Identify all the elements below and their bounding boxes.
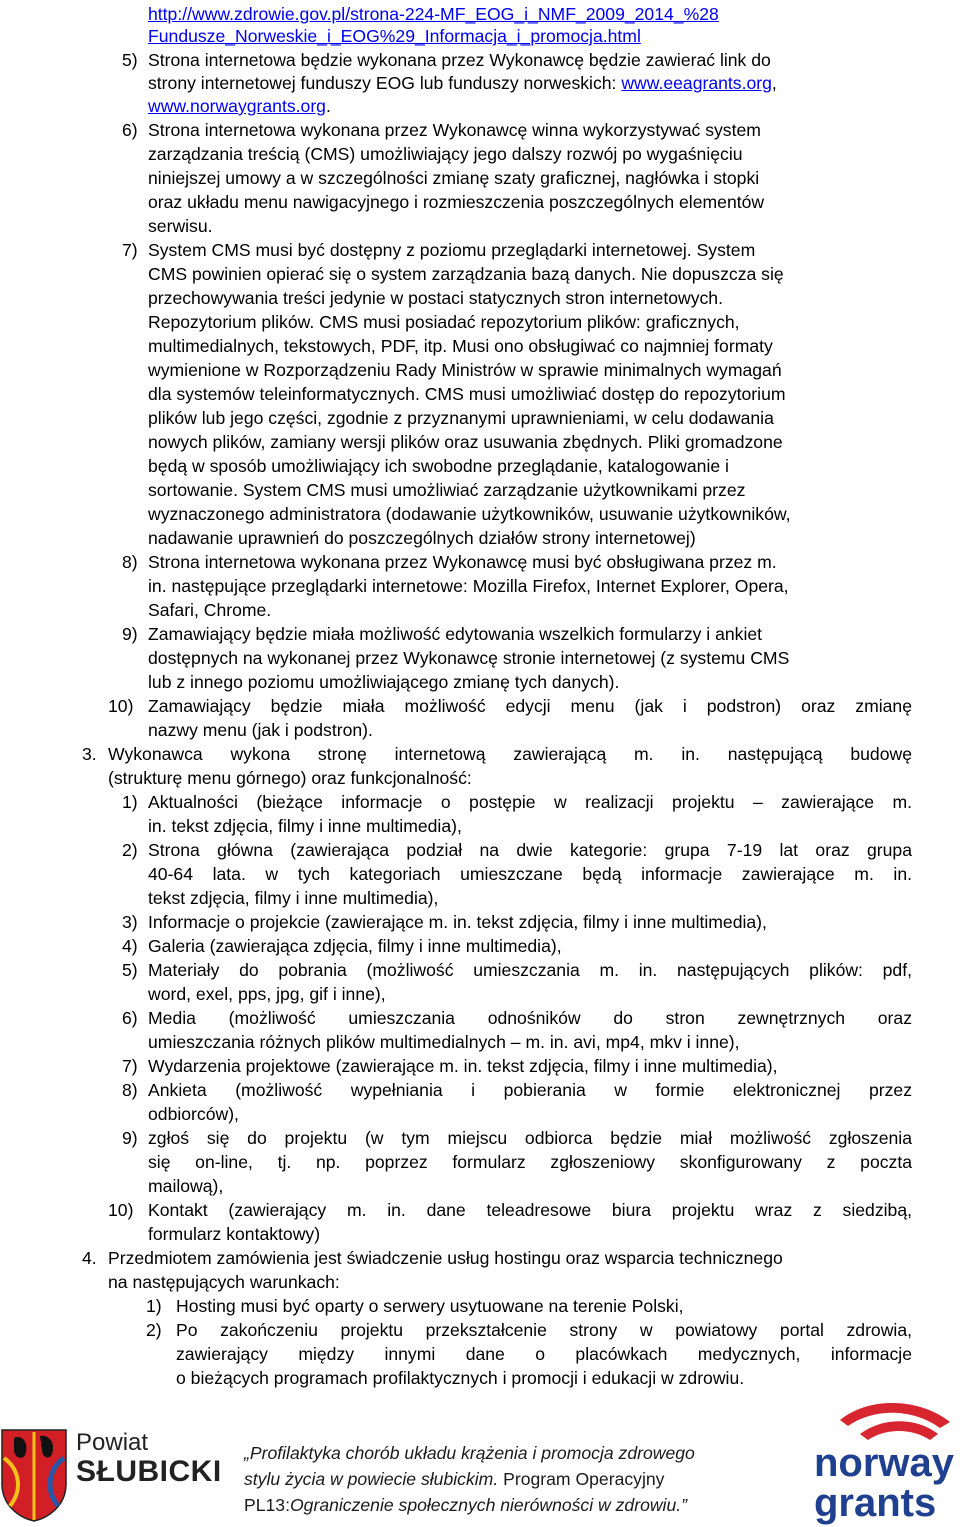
comma: , [771,73,777,93]
hosting-item-line: Po zakończeniu projektu przekształcenie strony w powiatowy portal zdrowia, [176,1320,912,1340]
source-link-line2[interactable]: Fundusze_Norweskie_i_EOG%29_Informacja_i_promocja.html [148,26,641,46]
item-number: 3) [122,912,138,932]
item-number: 10) [108,1200,134,1220]
program-code: PL13: [244,1495,290,1515]
item-number: 9) [122,1128,138,1148]
menu-item-line: Informacje o projekcie (zawierające m. in. tekst zdjęcia, filmy i inne multimedia), [148,912,767,932]
norway-word: norway [814,1441,955,1485]
item5-line2 [148,73,777,93]
item7-line: sortowanie. System CMS musi umożliwiać zarządzanie użytkownikami przez [148,480,746,500]
menu-item-line: Aktualności (bieżące informacje o postępie w realizacji projektu – zawierające m. [148,792,912,812]
norwaygrants-link[interactable]: www.norwaygrants.org [148,96,326,116]
item-number: 7) [122,240,138,260]
item-number: 1) [122,792,138,812]
item6-line: serwisu. [148,216,213,236]
item7-line: wymienione w Rozporządzeniu Rady Ministrów w sprawie minimalnych wymagań [148,360,782,380]
norway-grants-logo [800,1400,960,1525]
period: . [325,96,331,116]
item5-line3 [148,96,331,116]
section-number: 3. [82,744,97,764]
section3-line: (strukturę menu górnego) oraz funkcjonalność: [108,768,472,788]
powiat-label: Powiat [76,1429,149,1456]
item7-line: nadawanie uprawnień do poszczególnych działów strony internetowej) [148,528,696,548]
item9-line: Zamawiający będzie miała możliwość edytowania wszelkich formularzy i ankiet [148,624,763,644]
item6-line: oraz układu menu nawigacyjnego i rozmieszczenia poszczególnych elementów [148,192,765,212]
item-number: 2) [122,840,138,860]
section-number: 4. [82,1248,97,1268]
section4-line: Przedmiotem zamówienia jest świadczenie usług hostingu oraz wsparcia technicznego [108,1248,783,1268]
item-number: 5) [122,50,138,70]
program-name: Ograniczenie społecznych nierówności w zdrowiu.” [289,1495,687,1515]
item9-line: dostępnych na wykonanej przez Wykonawcę stronie internetowej (z systemu CMS [148,648,790,668]
project-title-line2a: stylu życia w powiecie słubickim. [244,1469,499,1489]
item10-line: nazwy menu (jak i podstron). [148,720,373,740]
menu-item-line: Ankieta (możliwość wypełniania i pobierania w formie elektronicznej przez [148,1080,912,1100]
menu-item-line: formularz kontaktowy) [148,1224,321,1244]
source-link-line1[interactable]: http://www.zdrowie.gov.pl/strona-224-MF_EOG_i_NMF_2009_2014_%28 [148,4,719,24]
menu-item-line: in. tekst zdjęcia, filmy i inne multimedia), [148,816,462,836]
project-description [244,1440,784,1518]
menu-item-line: umieszczania różnych plików multimedialnych – m. in. avi, mp4, mkv i inne), [148,1032,740,1052]
item-number: 6) [122,1008,138,1028]
item5-line2-text: strony internetowej funduszy EOG lub funduszy norweskich: [148,73,617,93]
item-number: 10) [108,696,134,716]
project-title-line3 [244,1492,784,1518]
item7-line: plików lub jego części, zgodnie z przyznanymi uprawnieniami, w celu dodawania [148,408,774,428]
item8-line: Strona internetowa wykonana przez Wykonawcę musi być obsługiwana przez m. [148,552,777,572]
menu-item-line: mailową), [148,1176,224,1196]
item-number: 4) [122,936,138,956]
hosting-item-line: o bieżących programach profilaktycznych i promocji i edukacji w zdrowiu. [176,1368,745,1388]
menu-item-line: Galeria (zawierająca zdjęcia, filmy i inne multimedia), [148,936,562,956]
item-number: 8) [122,552,138,572]
item7-line: dla systemów teleinformatycznych. CMS musi umożliwiać dostęp do repozytorium [148,384,786,404]
project-title-line1: „Profilaktyka chorób układu krążenia i promocja zdrowego [244,1443,695,1463]
page-footer [0,1400,960,1527]
item7-line: System CMS musi być dostępny z poziomu przeglądarki internetowej. System [148,240,756,260]
item-number: 5) [122,960,138,980]
item7-line: multimedialnych, tekstowych, PDF, itp. Musi ono obsługiwać co najmniej formaty [148,336,773,356]
section3-line: Wykonawca wykona stronę internetową zawierającą m. in. następującą budowę [108,744,912,764]
item-number: 8) [122,1080,138,1100]
menu-item-line: 40-64 lata. w tych kategoriach umieszczane będą informacje zawierające m. in. [148,864,912,884]
menu-item-line: Wydarzenia projektowe (zawierające m. in. tekst zdjęcia, filmy i inne multimedia), [148,1056,778,1076]
program-label: Program Operacyjny [498,1469,665,1489]
item7-line: wyznaczonego administratora (dodawanie użytkowników, usuwanie użytkowników, [148,504,791,524]
item-number: 2) [146,1320,162,1340]
item6-line: Strona internetowa wykonana przez Wykonawcę winna wykorzystywać system [148,120,761,140]
menu-item-line: odbiorców), [148,1104,239,1124]
menu-item-line: Strona główna (zawierająca podział na dwie kategorie: grupa 7-19 lat oraz grupa [148,840,912,860]
hosting-item-line: zawierający między innymi dane o placówkach medycznych, informacje [176,1344,912,1364]
item10-line: Zamawiający będzie miała możliwość edycji menu (jak i podstron) oraz zmianę [148,696,912,716]
item7-line: będą w sposób umożliwiający ich swobodne przeglądanie, katalogowanie i [148,456,729,476]
menu-item-line: Media (możliwość umieszczania odnośników do stron zewnętrznych oraz [148,1008,912,1028]
grants-word: grants [814,1481,937,1525]
item-number: 9) [122,624,138,644]
powiat-crest-logo [0,1428,68,1522]
menu-item-line: Kontakt (zawierający m. in. dane teleadresowe biura projektu wraz z siedzibą, [148,1200,912,1220]
item-number: 1) [146,1296,162,1316]
item7-line: przechowywania treści jedynie w postaci statycznych stron internetowych. [148,288,723,308]
item-number: 7) [122,1056,138,1076]
project-title-line2 [244,1466,784,1492]
section4-line: na następujących warunkach: [108,1272,340,1292]
menu-item-line: zgłoś się do projektu (w tym miejscu odbiorca będzie miał możliwość zgłoszenia [148,1128,912,1148]
menu-item-line: Materiały do pobrania (możliwość umieszczania m. in. następujących plików: pdf, [148,960,912,980]
menu-item-line: tekst zdjęcia, filmy i inne multimedia), [148,888,439,908]
item8-line: in. następujące przeglądarki internetowe: Mozilla Firefox, Internet Explorer, Opera, [148,576,789,596]
item5-line1: Strona internetowa będzie wykonana przez Wykonawcę będzie zawierać link do [148,50,771,70]
item7-line: CMS powinien opierać się o system zarządzania bazą danych. Nie dopuszcza się [148,264,784,284]
item9-line: lub z innego poziomu umożliwiającego zmianę tych danych). [148,672,620,692]
item8-line: Safari, Chrome. [148,600,272,620]
powiat-name [76,1430,222,1488]
menu-item-line: się on-line, tj. np. poprzez formularz zgłoszeniowy skonfigurowany z poczta [148,1152,912,1172]
menu-item-line: word, exel, pps, jpg, gif i inne), [148,984,386,1004]
item7-line: nowych plików, zamiany wersji plików oraz usuwania zbędnych. Pliki gromadzone [148,432,783,452]
item7-line: Repozytorium plików. CMS musi posiadać repozytorium plików: graficznych, [148,312,740,332]
hosting-item-line: Hosting musi być oparty o serwery usytuowane na terenie Polski, [176,1296,684,1316]
item6-line: zarządzania treścią (CMS) umożliwiający jego dalszy rozwój po wygaśnięciu [148,144,743,164]
powiat-county-name: SŁUBICKI [76,1455,222,1488]
item6-line: niniejszej umowy a w szczególności zmianę szaty graficznej, nagłówka i stopki [148,168,760,188]
eeagrants-link[interactable]: www.eeagrants.org [621,73,772,93]
item-number: 6) [122,120,138,140]
